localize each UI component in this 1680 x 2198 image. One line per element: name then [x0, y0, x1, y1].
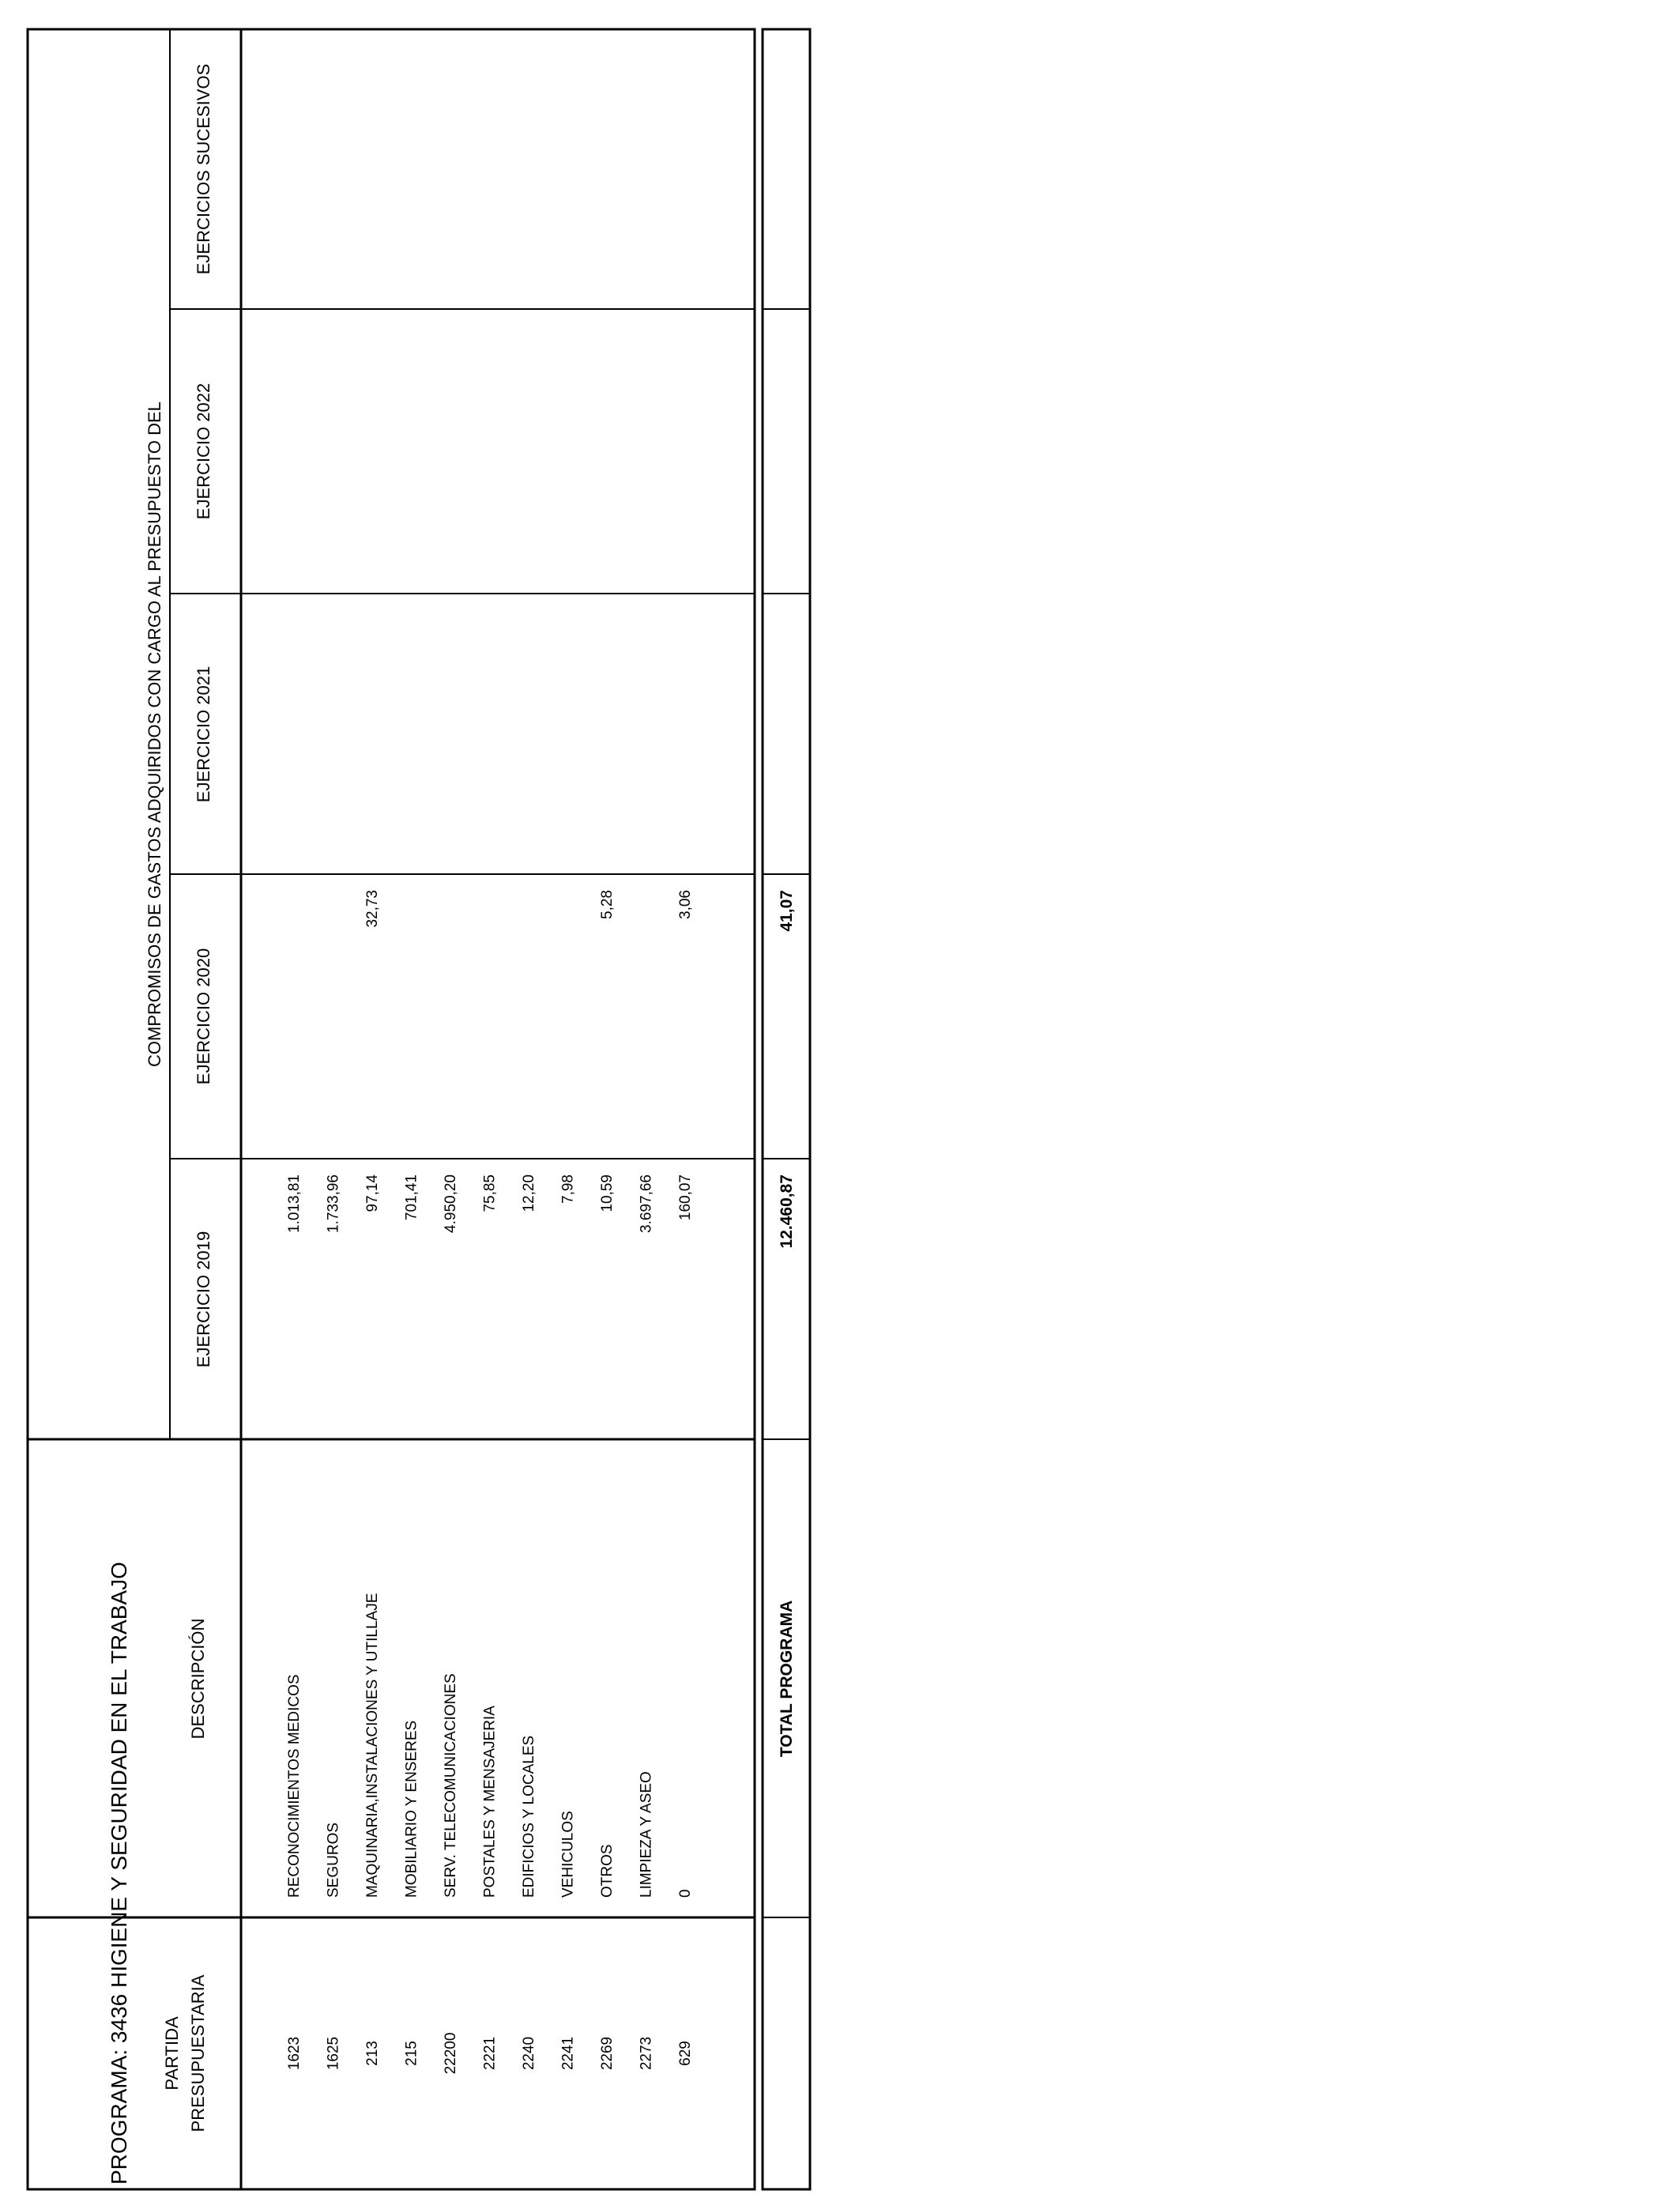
program-title: PROGRAMA: 3436 HIGIENE Y SEGURIDAD EN EL TRABAJO — [107, 1562, 131, 2185]
cell-2019: 1.733,96 — [325, 1174, 342, 1233]
header-year-2021: EJERCICIO 2021 — [194, 665, 213, 803]
cell-descripcion: SERV. TELECOMUNICACIONES — [443, 1673, 459, 1898]
total-row-border — [763, 29, 810, 2189]
table-row — [443, 1174, 459, 2074]
table-row — [404, 1174, 420, 2066]
cell-descripcion: LIMPIEZA Y ASEO — [638, 1771, 655, 1898]
header-descripcion: DESCRIPCIÓN — [188, 1618, 208, 1740]
cell-2019: 1.013,81 — [286, 1174, 303, 1233]
cell-2019: 701,41 — [403, 1174, 420, 1221]
cell-partida: 1623 — [286, 2036, 303, 2071]
cell-partida: 2221 — [481, 2036, 499, 2071]
cell-descripcion: RECONOCIMIENTOS MEDICOS — [286, 1674, 303, 1898]
cell-descripcion: 0 — [677, 1889, 694, 1898]
cell-partida: 213 — [364, 2041, 381, 2066]
cell-descripcion: EDIFICIOS Y LOCALES — [521, 1735, 537, 1898]
cell-2019: 10,59 — [599, 1174, 616, 1212]
cell-partida: 215 — [403, 2041, 420, 2066]
header-partida-line2: PRESUPUESTARIA — [188, 1974, 208, 2132]
table-row — [482, 1174, 499, 2070]
cell-2019: 75,85 — [481, 1174, 499, 1212]
cell-partida: 2269 — [599, 2036, 616, 2071]
cell-2020: 3,06 — [677, 890, 694, 919]
table-row — [364, 890, 381, 2066]
cell-2019: 7,98 — [559, 1174, 577, 1204]
table-row — [560, 1174, 577, 2070]
cell-partida: 629 — [677, 2041, 694, 2066]
table-row — [677, 890, 694, 2066]
cell-descripcion: POSTALES Y MENSAJERIA — [481, 1706, 499, 1898]
cell-descripcion: VEHICULOS — [559, 1811, 577, 1898]
header-group-compromisos: COMPROMISOS DE GASTOS ADQUIRIDOS CON CARGO AL PRESUPUESTO DEL — [145, 402, 164, 1067]
cell-2020: 32,73 — [364, 890, 381, 928]
table-row — [638, 1174, 655, 2070]
cell-descripcion: SEGUROS — [325, 1822, 342, 1898]
cell-descripcion: MAQUINARIA,INSTALACIONES Y UTILLAJE — [364, 1593, 381, 1898]
cell-descripcion: MOBILIARIO Y ENSERES — [403, 1720, 420, 1898]
header-partida-line1: PARTIDA — [162, 2016, 182, 2091]
total-label: TOTAL PROGRAMA — [778, 1600, 796, 1758]
header-year-2022: EJERCICIO 2022 — [194, 383, 213, 520]
table-row — [286, 1174, 303, 2070]
cell-2019: 3.697,66 — [638, 1174, 655, 1233]
table-row — [599, 890, 616, 2070]
table-row — [521, 1174, 537, 2070]
cell-2020: 5,28 — [599, 890, 616, 919]
table-row — [326, 1174, 342, 2070]
total-2019: 12.460,87 — [778, 1174, 796, 1249]
table-body — [286, 890, 694, 2074]
cell-2019: 4.950,20 — [443, 1174, 459, 1233]
cell-partida: 2273 — [638, 2036, 655, 2071]
cell-2019: 160,07 — [677, 1174, 694, 1221]
cell-2019: 97,14 — [364, 1174, 381, 1212]
header-year-2019: EJERCICIO 2019 — [194, 1231, 213, 1368]
cell-partida: 22200 — [443, 2032, 459, 2075]
total-2020: 41,07 — [778, 890, 796, 932]
header-ejercicios-sucesivos: EJERCICIOS SUCESIVOS — [194, 63, 213, 275]
cell-partida: 2240 — [521, 2036, 537, 2071]
header-year-2020: EJERCICIO 2020 — [194, 948, 213, 1085]
cell-2019: 12,20 — [521, 1174, 537, 1212]
cell-partida: 2241 — [559, 2036, 577, 2071]
cell-partida: 1625 — [325, 2036, 342, 2071]
cell-descripcion: OTROS — [599, 1844, 616, 1898]
